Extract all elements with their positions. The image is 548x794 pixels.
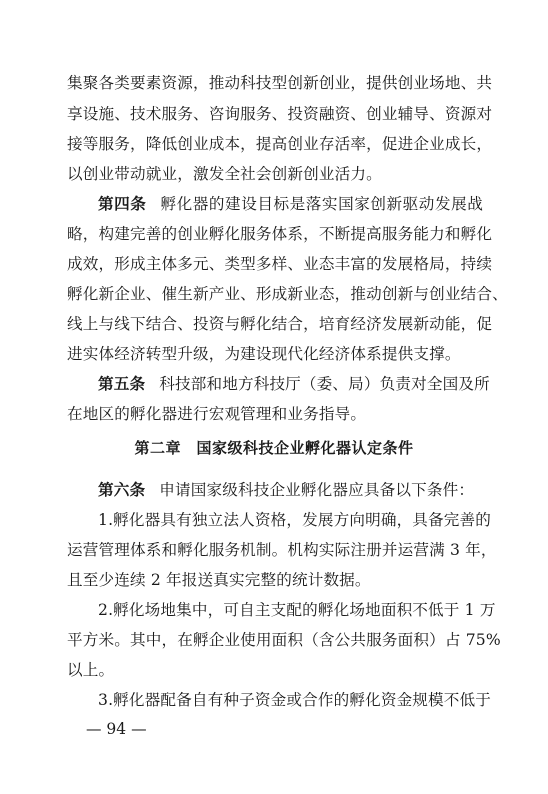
article-4-first-line — [98, 194, 483, 214]
paragraph-line: 享设施、技术服务、咨询服务、投资融资、创业辅导、资源对 — [67, 105, 493, 123]
article-6-first-line — [98, 480, 483, 500]
paragraph-line: 接等服务，降低创业成本，提高创业存活率，促进企业成长， — [67, 135, 493, 153]
paragraph-line: 运营管理体系和孵化服务机制。机构实际注册并运营满 3 年， — [67, 541, 497, 559]
paragraph-line: 在地区的孵化器进行宏观管理和业务指导。 — [67, 405, 367, 423]
paragraph-line: 以创业带动就业，激发全社会创新创业活力。 — [67, 165, 382, 183]
paragraph-line: 集聚各类要素资源，推动科技型创新创业，提供创业场地、共 — [67, 74, 493, 92]
paragraph-line: 平方米。其中，在孵企业使用面积（含公共服务面积）占 75% — [67, 631, 501, 649]
paragraph-line: 略，构建完善的创业孵化服务体系，不断提高服务能力和孵化 — [67, 225, 493, 243]
item-3-first-line: 3.孵化器配备自有种子资金或合作的孵化资金规模不低于 — [98, 691, 492, 709]
article-5-text: 科技部和地方科技厅（委、局）负责对全国及所 — [159, 375, 490, 393]
paragraph-line: 以上。 — [67, 661, 115, 679]
paragraph-line: 孵化新企业、催生新产业、形成新业态，推动创新与创业结合、 — [67, 285, 508, 303]
article-4-text: 孵化器的建设目标是落实国家创新驱动发展战 — [160, 195, 483, 213]
article-5-label: 第五条 — [98, 375, 146, 393]
page-number: — 94 — — [86, 720, 147, 738]
paragraph-line: 线上与线下结合、投资与孵化结合，培育经济发展新动能，促 — [67, 315, 493, 333]
paragraph-line: 进实体经济转型升级，为建设现代化经济体系提供支撑。 — [67, 345, 461, 363]
item-2-first-line: 2.孵化场地集中，可自主支配的孵化场地面积不低于 1 万 — [98, 601, 496, 619]
article-6-label: 第六条 — [98, 481, 146, 499]
chapter-heading: 第二章 国家级科技企业孵化器认定条件 — [134, 439, 414, 457]
paragraph-line: 成效，形成主体多元、类型多样、业态丰富的发展格局，持续 — [67, 255, 493, 273]
article-5-first-line — [98, 374, 490, 394]
item-1-first-line: 1.孵化器具有独立法人资格，发展方向明确，具备完善的 — [98, 511, 492, 529]
paragraph-line: 且至少连续 2 年报送真实完整的统计数据。 — [67, 571, 371, 589]
article-4-label: 第四条 — [98, 195, 147, 213]
article-6-text: 申请国家级科技企业孵化器应具备以下条件： — [159, 481, 475, 499]
